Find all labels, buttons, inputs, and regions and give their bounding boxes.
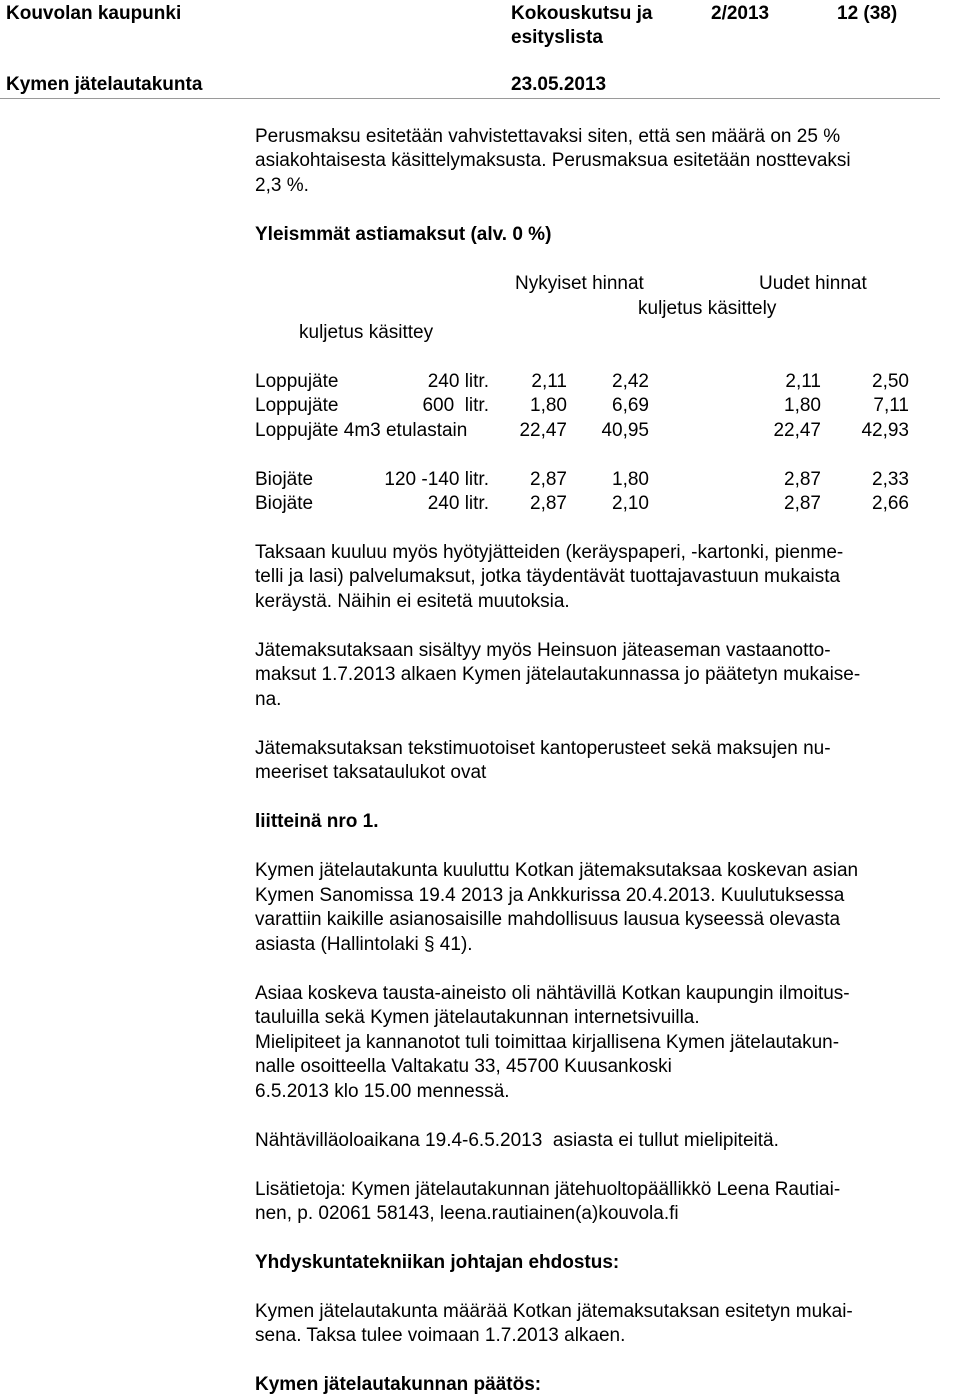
row-container-size: 600 litr. (422, 395, 489, 416)
p4-line-3: varattiin kaikille asianosaisille mahdollisuus lausua kyseessä olevasta (255, 909, 841, 930)
row-new-handling: 7,11 (873, 395, 909, 416)
row-current-transport: 22,47 (519, 420, 567, 441)
meeting-date: 23.05.2013 (511, 74, 607, 95)
new-prices-sublabel: kuljetus käsittely (638, 298, 777, 319)
p1-line-3: keräystä. Näihin ei esitetä muutoksia. (255, 591, 570, 612)
intro-line-1: Perusmaksu esitetään vahvistettavaksi siten, että sen määrä on 25 % (255, 126, 841, 147)
intro-line-2: asiakohtaisesta käsittelymaksusta. Perusmaksua esitetään nosttevaksi (255, 150, 851, 171)
body-name: Kymen jätelautakunta (6, 74, 203, 95)
doc-type-line2: esityslista (511, 27, 603, 48)
p1-line-2: telli ja lasi) palvelumaksut, jotka täydentävät tuottajavastuun mukaista (255, 566, 841, 587)
row-new-transport: 22,47 (773, 420, 821, 441)
new-prices-label: Uudet hinnat (759, 273, 867, 294)
org-name: Kouvolan kaupunki (6, 3, 182, 24)
p4-line-2: Kymen Sanomissa 19.4 2013 ja Ankkurissa 20.4.2013. Kuulutuksessa (255, 885, 845, 906)
row-current-transport: 2,87 (530, 493, 567, 514)
p5-line-2: tauluilla sekä Kymen jätelautakunnan internetsivuilla. (255, 1007, 700, 1028)
fees-heading: Yleismmät astiamaksut (alv. 0 %) (255, 224, 552, 245)
p8-line-1: Kymen jätelautakunta määrää Kotkan jätemaksutaksan esitetyn mukai- (255, 1301, 853, 1322)
p7-line-1: Lisätietoja: Kymen jätelautakunnan jätehuoltopäällikkö Leena Rautiai- (255, 1179, 841, 1200)
p3-line-1: Jätemaksutaksan tekstimuotoiset kantoperusteet sekä maksujen nu- (255, 738, 831, 759)
row-new-transport: 2,87 (784, 493, 821, 514)
p7-line-2: nen, p. 02061 58143, leena.rautiainen(a)kouvola.fi (255, 1203, 679, 1224)
p3-line-2: meeriset taksataulukot ovat (255, 762, 487, 783)
doc-type-line1: Kokouskutsu ja (511, 3, 653, 24)
row-waste-type: Loppujäte (255, 371, 339, 392)
p5-line-3: Mielipiteet ja kannanotot tuli toimittaa kirjallisena Kymen jätelautakun- (255, 1032, 840, 1053)
current-prices-label: Nykyiset hinnat (515, 273, 644, 294)
proposal-heading: Yhdyskuntatekniikan johtajan ehdostus: (255, 1252, 620, 1273)
p5-line-1: Asiaa koskeva tausta-aineisto oli nähtävillä Kotkan kaupungin ilmoitus- (255, 983, 850, 1004)
row-waste-type: Biojäte (255, 469, 314, 490)
p4-line-4: asiasta (Hallintolaki § 41). (255, 934, 473, 955)
row-current-transport: 2,87 (530, 469, 567, 490)
row-waste-type: Loppujäte 4m3 etulastain (255, 420, 468, 441)
row-current-handling: 2,42 (612, 371, 649, 392)
p5-line-5: 6.5.2013 klo 15.00 mennessä. (255, 1081, 510, 1102)
row-new-handling: 42,93 (861, 420, 909, 441)
row-new-transport: 2,87 (784, 469, 821, 490)
row-new-transport: 1,80 (784, 395, 821, 416)
row-new-handling: 2,50 (872, 371, 909, 392)
header-divider (0, 98, 940, 99)
row-waste-type: Loppujäte (255, 395, 339, 416)
meeting-number: 2/2013 (711, 3, 770, 24)
p8-line-2: sena. Taksa tulee voimaan 1.7.2013 alkaen. (255, 1325, 626, 1346)
row-current-transport: 2,11 (531, 371, 567, 392)
row-container-size: 120 -140 litr. (384, 469, 489, 490)
attachment-reference: liitteinä nro 1. (255, 811, 379, 832)
p5-line-4: nalle osoitteella Valtakatu 33, 45700 Kuusankoski (255, 1056, 672, 1077)
row-current-handling: 2,10 (612, 493, 649, 514)
decision-heading: Kymen jätelautakunnan päätös: (255, 1374, 542, 1395)
p2-line-2: maksut 1.7.2013 alkaen Kymen jätelautakunnassa jo päätetyn mukaise- (255, 664, 861, 685)
row-current-handling: 1,80 (612, 469, 649, 490)
p4-line-1: Kymen jätelautakunta kuuluttu Kotkan jätemaksutaksaa koskevan asian (255, 860, 859, 881)
row-current-handling: 6,69 (612, 395, 649, 416)
row-current-transport: 1,80 (530, 395, 567, 416)
row-new-handling: 2,66 (872, 493, 909, 514)
p1-line-1: Taksaan kuuluu myös hyötyjätteiden (keräyspaperi, -kartonki, pienme- (255, 542, 844, 563)
current-prices-sublabel: kuljetus käsittey (299, 322, 434, 343)
row-new-transport: 2,11 (785, 371, 821, 392)
p2-line-1: Jätemaksutaksaan sisältyy myös Heinsuon jäteaseman vastaanotto- (255, 640, 831, 661)
intro-line-3: 2,3 %. (255, 175, 309, 196)
p6-line: Nähtävilläoloaikana 19.4-6.5.2013 asiasta ei tullut mielipiteitä. (255, 1130, 779, 1151)
p2-line-3: na. (255, 689, 282, 710)
row-new-handling: 2,33 (872, 469, 909, 490)
row-current-handling: 40,95 (601, 420, 649, 441)
row-container-size: 240 litr. (427, 371, 489, 392)
row-waste-type: Biojäte (255, 493, 314, 514)
page-number: 12 (38) (837, 3, 898, 24)
row-container-size: 240 litr. (427, 493, 489, 514)
